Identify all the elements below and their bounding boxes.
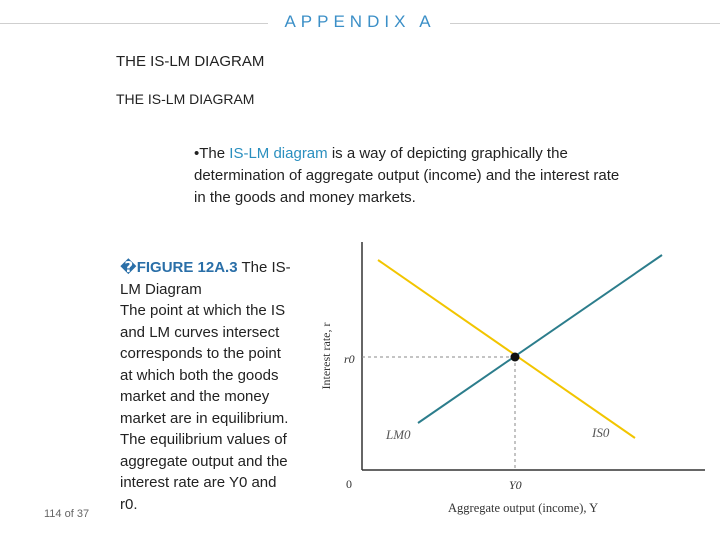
bullet-text <box>194 143 624 209</box>
lm-curve-label: LM0 <box>386 427 411 442</box>
origin-label: 0 <box>346 477 352 491</box>
r0-label: r0 <box>344 352 355 366</box>
bullet-prefix: The <box>199 145 230 162</box>
y0-label: Y0 <box>509 478 522 492</box>
bullet-highlight: IS-LM diagram <box>229 145 328 162</box>
bullet-rest: is a way of depicting graphically the determination of aggregate output (income) and the interest rate in the goods and money markets. <box>194 145 620 206</box>
page-number: 114 of 37 <box>44 508 90 520</box>
figure-caption <box>120 257 292 515</box>
figure-label: �FIGURE 12A.3 <box>120 259 238 276</box>
is-lm-diagram <box>310 230 720 530</box>
section-header: APPENDIX A <box>284 12 436 31</box>
lm-curve <box>418 255 662 423</box>
y-axis-label: Interest rate, r <box>319 322 333 390</box>
is-curve-label: IS0 <box>592 425 610 440</box>
caption-body: The point at which the IS and LM curves intersect corresponds to the point at which both the goods market and the money market are in equilibrium. The equilibrium values of aggregate output and the interest rate are Y0 and r0. <box>120 302 289 513</box>
slide-subtitle: THE IS-LM DIAGRAM <box>116 91 255 107</box>
is-curve <box>378 260 635 438</box>
equilibrium-point <box>511 353 520 362</box>
x-axis-label: Aggregate output (income), Y <box>448 501 599 515</box>
bullet-marker: • <box>194 145 200 162</box>
figure-title: The IS-LM Diagram <box>120 259 291 298</box>
slide-title: THE IS-LM DIAGRAM <box>116 53 265 70</box>
